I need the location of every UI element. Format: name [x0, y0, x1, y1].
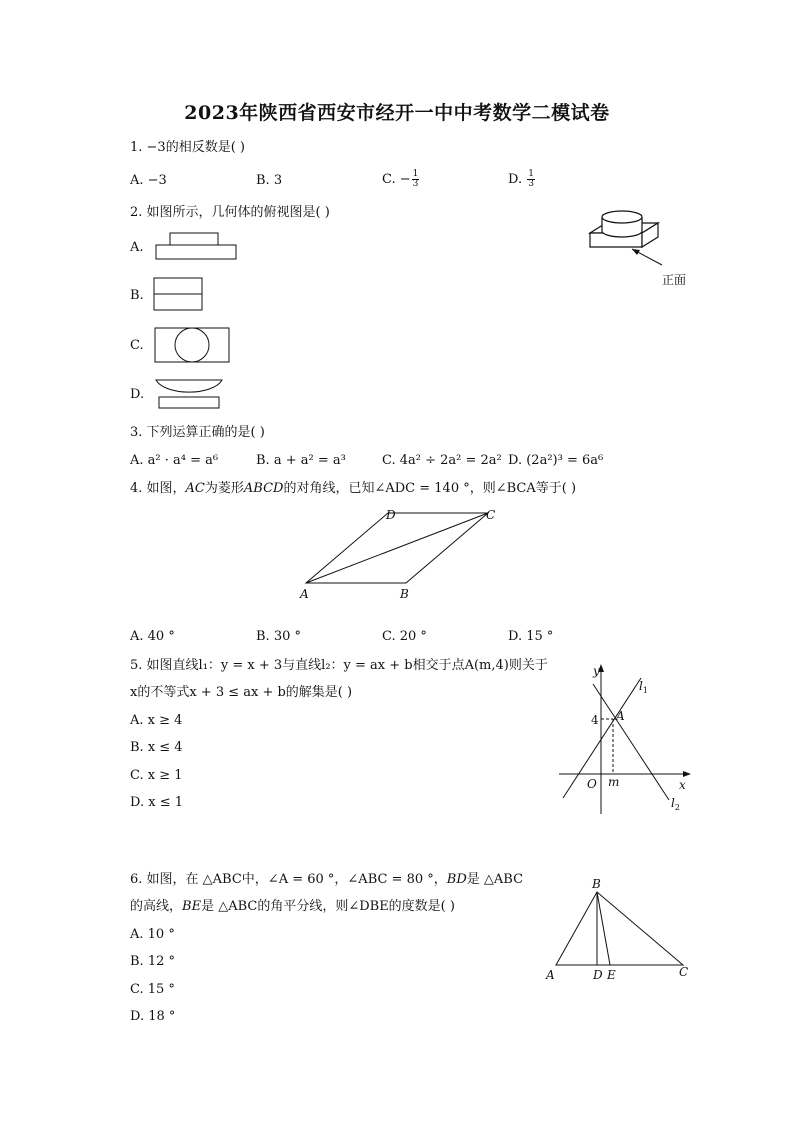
label-b: B	[592, 877, 601, 891]
q2-option-d-figure	[154, 378, 226, 412]
line-l2	[593, 684, 669, 800]
q6-stem-line1: 6. 如图，在 △ABC中，∠A = 60 °，∠ABC = 80 °，BD是 △ABC	[130, 872, 524, 887]
front-label: 正面	[662, 273, 687, 287]
q6-option-b[interactable]: B. 12 °	[130, 954, 175, 969]
label-l2: $l_2$	[671, 796, 680, 812]
bisector-be	[597, 892, 610, 965]
label-o: O	[587, 777, 597, 791]
label-l1: $l_1$	[639, 679, 648, 695]
q5-stem-line1: 5. 如图直线l₁：y = x + 3与直线l₂：y = ax + b相交于点A(m,4)则关于	[130, 658, 548, 673]
q1-option-c-prefix: C. −	[382, 172, 411, 187]
label-x: x	[679, 778, 686, 792]
q1-option-d-fraction: $\frac{1}{3}$	[528, 169, 534, 189]
q5-option-a[interactable]: A. x ≥ 4	[130, 713, 183, 728]
q3-option-c[interactable]: C. 4a² ÷ 2a² = 2a²	[382, 453, 502, 468]
q3-option-d[interactable]: D. (2a²)³ = 6a⁶	[508, 453, 604, 468]
q6-option-c[interactable]: C. 15 °	[130, 982, 175, 997]
q6-stem-line2: 的高线，BE是 △ABC的角平分线，则∠DBE的度数是( )	[130, 899, 455, 914]
q4-option-d[interactable]: D. 15 °	[508, 629, 554, 644]
q4-rhombus-figure	[290, 505, 510, 605]
q2-option-a[interactable]: A.	[130, 240, 144, 255]
q3-option-a[interactable]: A. a² · a⁴ = a⁶	[130, 453, 219, 468]
q4-option-a[interactable]: A. 40 °	[130, 629, 175, 644]
label-d: D	[593, 968, 603, 982]
q2-option-c[interactable]: C.	[130, 338, 144, 353]
q4-stem: 4. 如图，AC为菱形ABCD的对角线，已知∠ADC = 140 °，则∠BCA等于( )	[130, 481, 577, 496]
q5-stem-line2: x的不等式x + 3 ≤ ax + b的解集是( )	[130, 685, 353, 700]
q6-option-a[interactable]: A. 10 °	[130, 927, 175, 942]
label-a: A	[300, 587, 309, 601]
arrow-head-icon	[632, 249, 640, 255]
q2-solid-figure	[580, 205, 700, 295]
q2-option-a-figure	[155, 232, 239, 262]
label-a: A	[546, 968, 555, 982]
q5-option-c[interactable]: C. x ≥ 1	[130, 768, 183, 783]
page-title: 2023年陕西省西安市经开一中中考数学二模试卷	[184, 102, 610, 124]
q1-option-d[interactable]	[508, 170, 535, 189]
q5-graph-figure	[555, 662, 695, 822]
q2-option-d[interactable]: D.	[130, 387, 145, 402]
q4-option-c[interactable]: C. 20 °	[382, 629, 427, 644]
label-e: E	[607, 968, 616, 982]
q1-option-d-prefix: D.	[508, 172, 527, 187]
q2-option-b[interactable]: B.	[130, 288, 144, 303]
x-arrow-icon	[683, 771, 691, 777]
q2-option-c-figure	[154, 327, 232, 365]
label-four: 4	[591, 713, 599, 727]
label-d: D	[386, 508, 396, 522]
label-m: m	[608, 775, 620, 789]
label-point-a: A	[616, 709, 625, 723]
q1-option-a[interactable]: A. −3	[130, 173, 167, 188]
q5-option-b[interactable]: B. x ≤ 4	[130, 740, 183, 755]
q3-option-b[interactable]: B. a + a² = a³	[256, 453, 346, 468]
q1-option-b[interactable]: B. 3	[256, 173, 283, 188]
line-l1	[563, 678, 641, 798]
q6-option-d[interactable]: D. 18 °	[130, 1009, 176, 1024]
q1-option-c-fraction: $\frac{1}{3}$	[412, 169, 419, 189]
q3-stem: 3. 下列运算正确的是( )	[130, 425, 265, 440]
q6-triangle-figure	[540, 875, 700, 985]
diagonal-ac	[306, 513, 488, 583]
q4-option-b[interactable]: B. 30 °	[256, 629, 301, 644]
label-y: y	[593, 664, 600, 678]
label-b: B	[400, 587, 409, 601]
label-c: C	[679, 965, 689, 979]
label-c: C	[486, 508, 496, 522]
q2-option-b-figure	[153, 277, 205, 313]
q5-option-d[interactable]: D. x ≤ 1	[130, 795, 183, 810]
q1-option-c[interactable]	[382, 170, 419, 189]
q1-stem: 1. −3的相反数是( )	[130, 140, 245, 155]
q2-stem: 2. 如图所示，几何体的俯视图是( )	[130, 205, 330, 220]
